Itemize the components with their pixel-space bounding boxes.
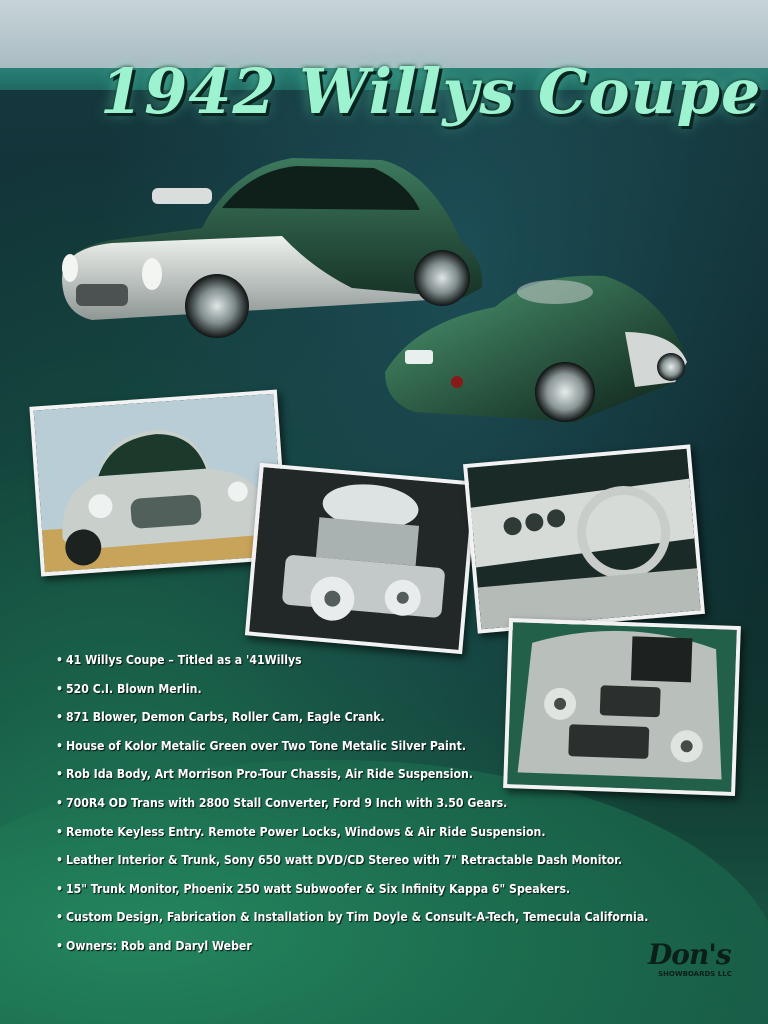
- spec-text: 520 C.I. Blown Merlin.: [66, 681, 202, 696]
- spec-item: [56, 679, 696, 708]
- spec-text: 41 Willys Coupe – Titled as a '41Willys: [66, 653, 302, 667]
- dons-showboards-logo: [648, 940, 748, 1020]
- spec-text: 15" Trunk Monitor, Phoenix 250 watt Subwoofer & Six Infinity Kappa 6" Speakers.: [66, 881, 571, 896]
- bullet-icon: •: [56, 910, 64, 925]
- spec-item: [56, 736, 696, 765]
- car-rear-illustration: [375, 262, 695, 447]
- spec-text: Rob Ida Body, Art Morrison Pro-Tour Chassis, Air Ride Suspension.: [66, 767, 473, 782]
- car-front-illustration: [34, 394, 285, 572]
- spec-item: [56, 793, 696, 822]
- engine-illustration: [249, 467, 473, 650]
- bullet-icon: •: [56, 738, 64, 753]
- bullet-icon: •: [56, 681, 64, 696]
- spec-text: 871 Blower, Demon Carbs, Roller Cam, Eagle Crank.: [66, 710, 385, 725]
- bullet-icon: •: [56, 853, 64, 868]
- photo-engine: [245, 463, 477, 654]
- bullet-icon: •: [56, 710, 64, 725]
- bullet-icon: •: [56, 767, 64, 782]
- bullet-icon: •: [56, 938, 64, 953]
- bullet-icon: •: [56, 881, 64, 896]
- spec-list: [56, 650, 696, 965]
- logo-brand: Don's: [648, 938, 731, 971]
- bullet-icon: •: [56, 653, 64, 667]
- spec-text: Owners: Rob and Daryl Weber: [66, 938, 252, 953]
- photo-front-view: [29, 390, 288, 577]
- logo-subtitle: SHOWBOARDS LLC: [658, 970, 732, 978]
- bullet-icon: •: [56, 795, 64, 810]
- spec-text: 700R4 OD Trans with 2800 Stall Converter, Ford 9 Inch with 3.50 Gears.: [66, 795, 508, 810]
- photo-dashboard: [463, 444, 705, 633]
- spec-item: [56, 650, 696, 679]
- bullet-icon: •: [56, 824, 64, 839]
- spec-item: [56, 936, 696, 965]
- spec-item: [56, 707, 696, 736]
- spec-text: Leather Interior & Trunk, Sony 650 watt DVD/CD Stereo with 7" Retractable Dash Monitor.: [66, 853, 623, 868]
- spec-text: House of Kolor Metalic Green over Two Tone Metalic Silver Paint.: [66, 738, 466, 753]
- board-title: 1942 Willys Coupe: [100, 55, 762, 128]
- spec-item: [56, 879, 696, 908]
- spec-item: [56, 764, 696, 793]
- car-rear-view-image: [375, 262, 695, 447]
- spec-item: [56, 822, 696, 851]
- spec-item: [56, 850, 696, 879]
- dashboard-illustration: [467, 449, 700, 630]
- spec-text: Remote Keyless Entry. Remote Power Locks, Windows & Air Ride Suspension.: [66, 824, 546, 839]
- spec-text: Custom Design, Fabrication & Installation by Tim Doyle & Consult-A-Tech, Temecula California.: [66, 910, 649, 925]
- spec-item: [56, 907, 696, 936]
